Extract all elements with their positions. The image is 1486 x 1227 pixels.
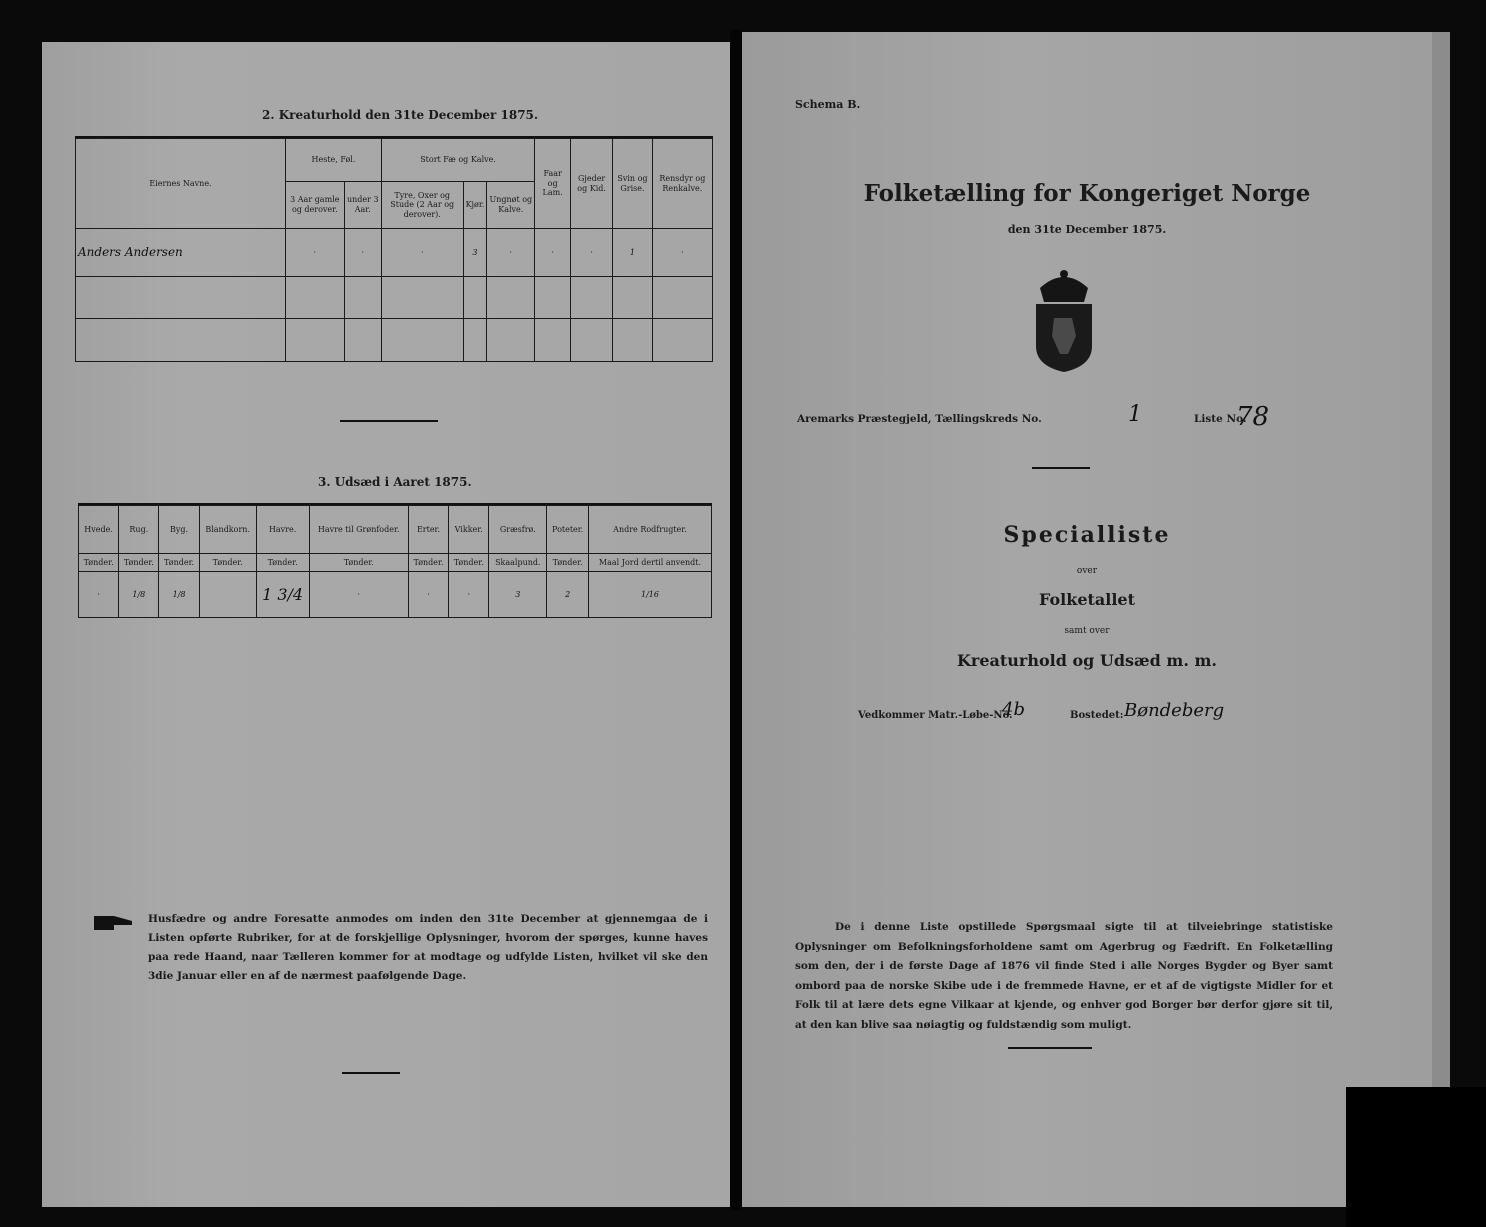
- kreds-number: 1: [1128, 402, 1142, 427]
- val-havre: 1 3/4: [256, 572, 309, 618]
- col-ungnot: Ungnøt og Kalve.: [487, 181, 535, 228]
- cell-svin: 1: [613, 229, 653, 276]
- col-faar: Faar og Lam.: [535, 139, 571, 229]
- cell-stort-c: ·: [487, 229, 535, 276]
- unit: Tønder.: [79, 554, 119, 572]
- col-byg: Byg.: [159, 506, 199, 554]
- matr-number: 4b: [1002, 699, 1025, 720]
- table-row: [76, 276, 713, 319]
- cell-heste-b: ·: [344, 229, 381, 276]
- right-page-edge: [1432, 32, 1450, 1207]
- kreaturhold-table: [75, 138, 713, 362]
- col-eiernes-navne: Eiernes Navne.: [76, 139, 286, 229]
- col-stort-fae: Stort Fæ og Kalve.: [381, 139, 534, 182]
- unit: Tønder.: [256, 554, 309, 572]
- col-poteter: Poteter.: [547, 506, 589, 554]
- owner-name: Anders Andersen: [76, 229, 286, 276]
- udsaed-table: [78, 505, 712, 618]
- prestegjeld-label: Aremarks Præstegjeld, Tællingskreds No.: [797, 413, 1042, 425]
- col-rodfrugter: Andre Rodfrugter.: [588, 506, 711, 554]
- notice-text: Husfædre og andre Foresatte anmodes om inden den 31te December at gjennemgaa de i Listen opførte Rubriker, for at de forskjellige Oplysninger, hvorom der spørges, kunne haves paa rede Haand, naar Tælleren kommer for at modtage og udfylde Listen, hvilket vil ske den 3die Januar eller en af de nærmest paafølgende Dage.: [148, 913, 708, 982]
- col-svin: Svin og Grise.: [613, 139, 653, 229]
- col-heste-under3: under 3 Aar.: [344, 181, 381, 228]
- unit: Tønder.: [199, 554, 256, 572]
- specialliste-title: Specialliste: [1003, 522, 1171, 548]
- unit: Tønder.: [547, 554, 589, 572]
- matr-label: Vedkommer Matr.-Løbe-No.: [858, 710, 1013, 721]
- col-rensdyr: Rensdyr og Renkalve.: [652, 139, 712, 229]
- val-vikker: ·: [449, 572, 489, 618]
- samt-over-label: samt over: [1064, 626, 1110, 636]
- main-title: Folketælling for Kongeriget Norge: [863, 180, 1311, 207]
- col-gjeder: Gjeder og Kid.: [571, 139, 613, 229]
- col-havre-gronfoder: Havre til Grønfoder.: [309, 506, 408, 554]
- table-row: [76, 229, 713, 276]
- schema-label: Schema B.: [795, 98, 861, 111]
- table-row: [76, 319, 713, 362]
- liste-label: Liste No.: [1194, 413, 1247, 425]
- cell-gjeder: ·: [571, 229, 613, 276]
- col-erter: Erter.: [408, 506, 448, 554]
- cell-faar: ·: [535, 229, 571, 276]
- val-poteter: 2: [547, 572, 589, 618]
- val-hvede: ·: [79, 572, 119, 618]
- cell-stort-b: 3: [463, 229, 487, 276]
- unit: Maal Jord dertil anvendt.: [588, 554, 711, 572]
- val-havre-gronfoder: ·: [309, 572, 408, 618]
- cell-stort-a: ·: [381, 229, 463, 276]
- val-graesfro: 3: [489, 572, 547, 618]
- cell-heste-a: ·: [286, 229, 345, 276]
- bosted-value: Bøndeberg: [1124, 700, 1225, 721]
- val-blandkorn: [199, 572, 256, 618]
- unit: Tønder.: [119, 554, 159, 572]
- page-fold: [730, 30, 742, 1210]
- col-havre: Havre.: [256, 506, 309, 554]
- col-hvede: Hvede.: [79, 506, 119, 554]
- col-tyre: Tyre, Oxer og Stude (2 Aar og derover).: [381, 181, 463, 228]
- info-paragraph: De i denne Liste opstillede Spørgsmaal sigte til at tilveiebringe statistiske Oplysninger om Befolkningsforholdene samt om Agerbrug og Fædrift. En Folketælling som den, der i de første Dage af 1876 vil finde Sted i alle Norges Bygder og Byer samt ombord paa de norske Skibe ude i de fremmede Havne, er et af de vigtigste Midler for et Folk til at lære dets egne Vilkaar at kjende, og enhver god Borger bør derfor gjøre sit til, at den kan blive saa nøiagtig og fuldstændig som muligt.: [795, 921, 1333, 1031]
- over-label: over: [1076, 566, 1098, 576]
- dark-corner: [1346, 1087, 1486, 1227]
- table-row: [79, 572, 712, 618]
- col-heste: Heste, Føl.: [286, 139, 382, 182]
- subtitle: den 31te December 1875.: [1007, 223, 1167, 236]
- col-kjor: Kjør.: [463, 181, 487, 228]
- col-vikker: Vikker.: [449, 506, 489, 554]
- folketallet-title: Folketallet: [1039, 590, 1135, 609]
- val-rodfrugter: 1/16: [588, 572, 711, 618]
- val-rug: 1/8: [119, 572, 159, 618]
- val-erter: ·: [408, 572, 448, 618]
- liste-number: 78: [1236, 402, 1270, 432]
- section2-title: 2. Kreaturhold den 31te December 1875.: [262, 108, 539, 122]
- section3-title: 3. Udsæd i Aaret 1875.: [318, 475, 472, 489]
- unit: Tønder.: [159, 554, 199, 572]
- unit: Tønder.: [408, 554, 448, 572]
- val-byg: 1/8: [159, 572, 199, 618]
- unit: Tønder.: [309, 554, 408, 572]
- unit: Skaalpund.: [489, 554, 547, 572]
- col-heste-3aar: 3 Aar gamle og derover.: [286, 181, 345, 228]
- cell-rensdyr: ·: [652, 229, 712, 276]
- unit: Tønder.: [449, 554, 489, 572]
- col-graesfro: Græsfrø.: [489, 506, 547, 554]
- col-blandkorn: Blandkorn.: [199, 506, 256, 554]
- coat-of-arms-icon: [1032, 266, 1096, 374]
- pointing-hand-icon: [92, 912, 134, 934]
- col-rug: Rug.: [119, 506, 159, 554]
- bosted-label: Bostedet:: [1070, 710, 1124, 721]
- kreaturhold-title: Kreaturhold og Udsæd m. m.: [957, 651, 1217, 670]
